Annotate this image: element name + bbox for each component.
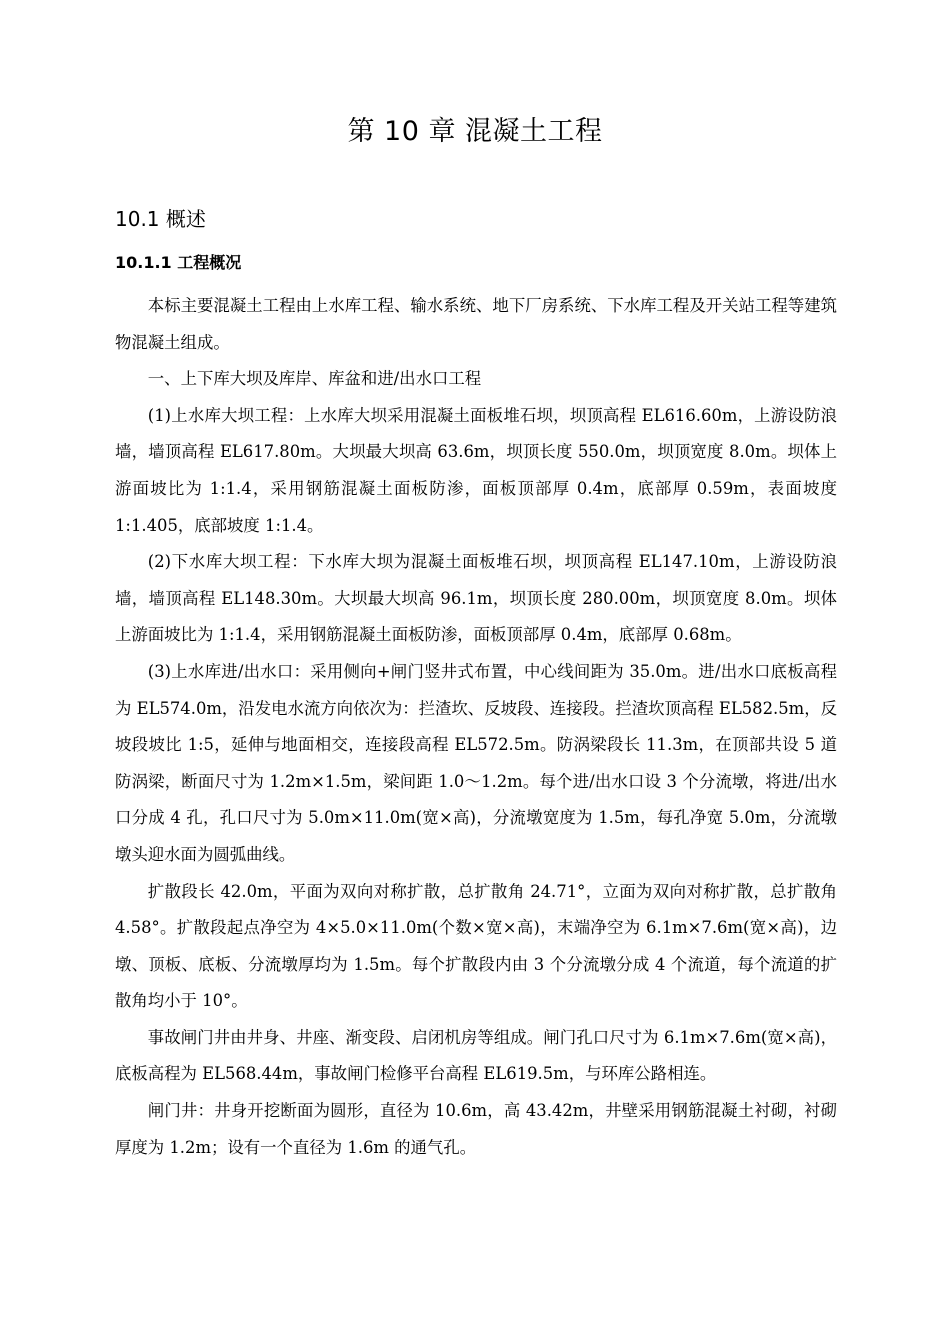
paragraph-intro: 本标主要混凝土工程由上水库工程、输水系统、地下厂房系统、下水库工程及开关站工程等建筑物混凝土组成。 (115, 296, 837, 352)
paragraph-gate-shaft: 闸门井：井身开挖断面为圆形，直径为 10.6m，高 43.42m，井壁采用钢筋混凝土衬砌，衬砌厚度为 1.2m；设有一个直径为 1.6m 的通气孔。 (115, 1101, 837, 1157)
subsection-heading: 10.1.1 工程概况 (115, 253, 242, 272)
paragraph-emergency-gate-shaft: 事故闸门井由井身、井座、渐变段、启闭机房等组成。闸门孔口尺寸为 6.1m×7.6m(宽×高)，底板高程为 EL568.44m，事故闸门检修平台高程 EL619.5m，与环库公路相连。 (115, 1027, 837, 1084)
paragraph-upper-intake: (3)上水库进/出水口：采用侧向+闸门竖井式布置，中心线间距为 35.0m。进/出水口底板高程为 EL574.0m，沿发电水流方向依次为：拦渣坎、反坡段、连接段。拦渣坎顶高程 EL582.5m，反坡段坡比 1:5，延伸与地面相交，连接段高程 EL572.5m。防涡梁段长 11.3m，在顶部共设 5 道防涡梁，断面尺寸为 1.2m×1.5m，梁间距 1.0～1.2m。每个进/出水口设 3 个分流墩，将进/出水口分成 4 孔，孔口尺寸为 5.0m×11.0m(宽×高)，分流墩宽度为 1.5m，每孔净宽 5.0m，分流墩墩头迎水面为圆弧曲线。 (115, 661, 837, 864)
paragraph-diffuser: 扩散段长 42.0m，平面为双向对称扩散，总扩散角 24.71°，立面为双向对称扩散，总扩散角 4.58°。扩散段起点净空为 4×5.0×11.0m(个数×宽×高)，末端净空为 6.1m×7.6m(宽×高)，边墩、顶板、底板、分流墩厚均为 1.5m。每个扩散段内由 3 个分流墩分成 4 个流道，每个流道的扩散角均小于 10°。 (115, 881, 837, 1011)
body-text (115, 288, 837, 1166)
paragraph-upper-dam: (1)上水库大坝工程：上水库大坝采用混凝土面板堆石坝，坝顶高程 EL616.60m，上游设防浪墙，墙顶高程 EL617.80m。大坝最大坝高 63.6m，坝顶长度 550.0m，坝顶宽度 8.0m。坝体上游面坡比为 1:1.4，采用钢筋混凝土面板防渗，面板顶部厚 0.4m，底部厚 0.59m，表面坡度 1:1.405，底部坡度 1:1.4。 (115, 405, 837, 535)
paragraph-lower-dam: (2)下水库大坝工程：下水库大坝为混凝土面板堆石坝，坝顶高程 EL147.10m，上游设防浪墙，墙顶高程 EL148.30m。大坝最大坝高 96.1m，坝顶长度 280.00m，坝顶宽度 8.0m。坝体上游面坡比为 1:1.4，采用钢筋混凝土面板防渗，面板顶部厚 0.4m，底部厚 0.68m。 (115, 552, 837, 645)
chapter-title: 第 10 章 混凝土工程 (347, 116, 603, 147)
section-heading: 10.1 概述 (115, 207, 206, 231)
paragraph-part-one-heading: 一、上下库大坝及库岸、库盆和进/出水口工程 (147, 369, 482, 389)
